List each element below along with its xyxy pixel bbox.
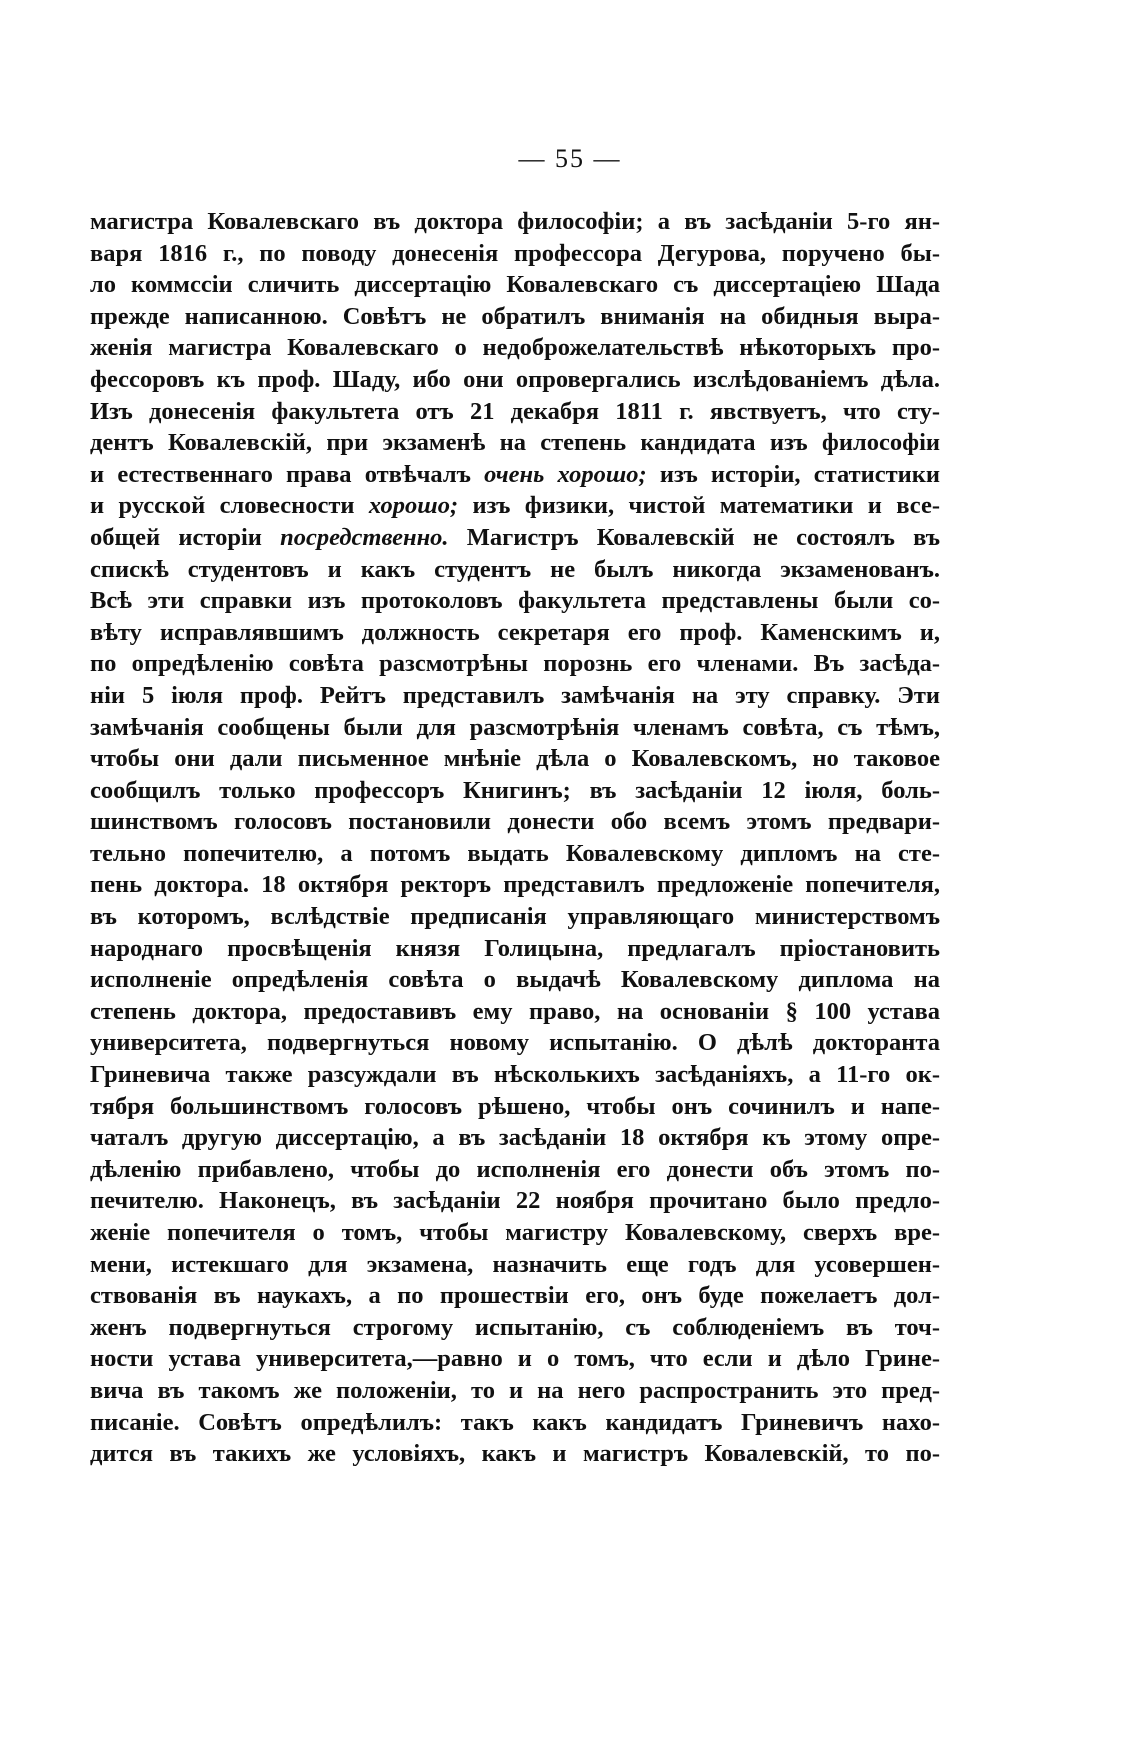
text-run: и естественнаго права отвѣчалъ xyxy=(90,460,485,488)
text-run: и русской словесности xyxy=(90,492,369,520)
text-line: ствованія въ наукахъ, а по прошествіи его, онъ буде пожелаетъ дол- xyxy=(90,1282,940,1310)
text-line: пень доктора. 18 октября ректоръ представилъ предложеніе попечителя, xyxy=(90,871,940,899)
body-text xyxy=(90,206,940,1470)
text-line: исполненіе опредѣленія совѣта о выдачѣ Ковалевскому диплома на xyxy=(90,966,940,994)
text-line: народнаго просвѣщенія князя Голицына, предлагалъ пріостановить xyxy=(90,934,940,962)
text-line: тельно попечителю, а потомъ выдать Ковалевскому дипломъ на сте- xyxy=(90,839,940,867)
page-number: — 55 — xyxy=(518,144,622,173)
text-line: ніи 5 іюля проф. Рейтъ представилъ замѣчанія на эту справку. Эти xyxy=(90,681,940,709)
text-line: печителю. Наконецъ, въ засѣданіи 22 ноября прочитано было предло- xyxy=(90,1187,940,1215)
text-line: тября большинствомъ голосовъ рѣшено, чтобы онъ сочинилъ и напе- xyxy=(90,1092,940,1120)
text-run: общей исторіи xyxy=(90,523,281,551)
text-line: степень доктора, предоставивъ ему право, на основаніи § 100 устава xyxy=(90,997,940,1025)
text-line: чаталъ другую диссертацію, а въ засѣданіи 18 октября къ этому опре- xyxy=(90,1124,940,1152)
text-run: изъ исторіи, статистики xyxy=(646,460,940,488)
text-line: ности устава университета,—равно и о томъ, что если и дѣло Грине- xyxy=(90,1345,940,1373)
italic-run: посредственно. xyxy=(280,523,449,551)
text-line: спискѣ студентовъ и какъ студентъ не былъ никогда экзаменованъ. xyxy=(90,555,940,583)
text-line: ло коммссіи сличить диссертацію Ковалевскаго съ диссертаціею Шада xyxy=(90,271,940,299)
text-line: Всѣ эти справки изъ протоколовъ факультета представлены были со- xyxy=(90,587,940,615)
text-line: дится въ такихъ же условіяхъ, какъ и магистръ Ковалевскій, то по- xyxy=(90,1440,940,1468)
text-line: въ которомъ, вслѣдствіе предписанія управляющаго министерствомъ xyxy=(90,903,940,931)
text-line: фессоровъ къ проф. Шаду, ибо они опровергались изслѣдованіемъ дѣла. xyxy=(90,365,940,393)
text-line: сообщилъ только профессоръ Книгинъ; въ засѣданіи 12 іюля, боль- xyxy=(90,776,940,804)
text-line xyxy=(90,459,940,491)
text-line: Гриневича также разсуждали въ нѣсколькихъ засѣданіяхъ, а 11-го ок- xyxy=(90,1061,940,1089)
text-line: замѣчанія сообщены были для разсмотрѣнія членамъ совѣта, съ тѣмъ, xyxy=(90,713,940,741)
text-line xyxy=(90,490,940,522)
text-line: университета, подвергнуться новому испытанію. О дѣлѣ докторанта xyxy=(90,1029,940,1057)
text-line: Изъ донесенія факультета отъ 21 декабря 1811 г. явствуетъ, что сту- xyxy=(90,397,940,425)
text-line: вѣту исправлявшимъ должность секретаря его проф. Каменскимъ и, xyxy=(90,618,940,646)
text-line: писаніе. Совѣтъ опредѣлилъ: такъ какъ кандидатъ Гриневичъ нахо- xyxy=(90,1408,940,1436)
text-line: по опредѣленію совѣта разсмотрѣны порознь его членами. Въ засѣда- xyxy=(90,650,940,678)
text-line: дентъ Ковалевскій, при экзаменѣ на степень кандидата изъ философіи xyxy=(90,429,940,457)
text-line: дѣленію прибавлено, чтобы до исполненія его донести объ этомъ по- xyxy=(90,1155,940,1183)
text-line: вича въ такомъ же положеніи, то и на него распространить это пред- xyxy=(90,1376,940,1404)
text-line: варя 1816 г., по поводу донесенія профессора Дегурова, поручено бы- xyxy=(90,239,940,267)
text-line: мени, истекшаго для экзамена, назначить еще годъ для усовершен- xyxy=(90,1250,940,1278)
text-line: женіе попечителя о томъ, чтобы магистру Ковалевскому, сверхъ вре- xyxy=(90,1219,940,1246)
italic-run: хорошо; xyxy=(368,492,459,520)
text-line xyxy=(90,522,940,554)
text-line: женъ подвергнуться строгому испытанію, съ соблюденіемъ въ точ- xyxy=(90,1313,940,1341)
text-line: прежде написанною. Совѣтъ не обратилъ вниманія на обидныя выра- xyxy=(90,302,940,330)
text-line: женія магистра Ковалевскаго о недоброжелательствѣ нѣкоторыхъ про- xyxy=(90,334,940,362)
text-line: чтобы они дали письменное мнѣніе дѣла о Ковалевскомъ, но таковое xyxy=(90,745,940,773)
text-line: шинствомъ голосовъ постановили донести обо всемъ этомъ предвари- xyxy=(90,808,940,836)
text-run: изъ физики, чистой математики и все- xyxy=(458,492,940,520)
text-line: магистра Ковалевскаго въ доктора философіи; а въ засѣданіи 5-го ян- xyxy=(90,208,940,235)
text-run: Магистръ Ковалевскій не состоялъ въ xyxy=(448,523,940,551)
italic-run: очень хорошо; xyxy=(484,460,647,488)
